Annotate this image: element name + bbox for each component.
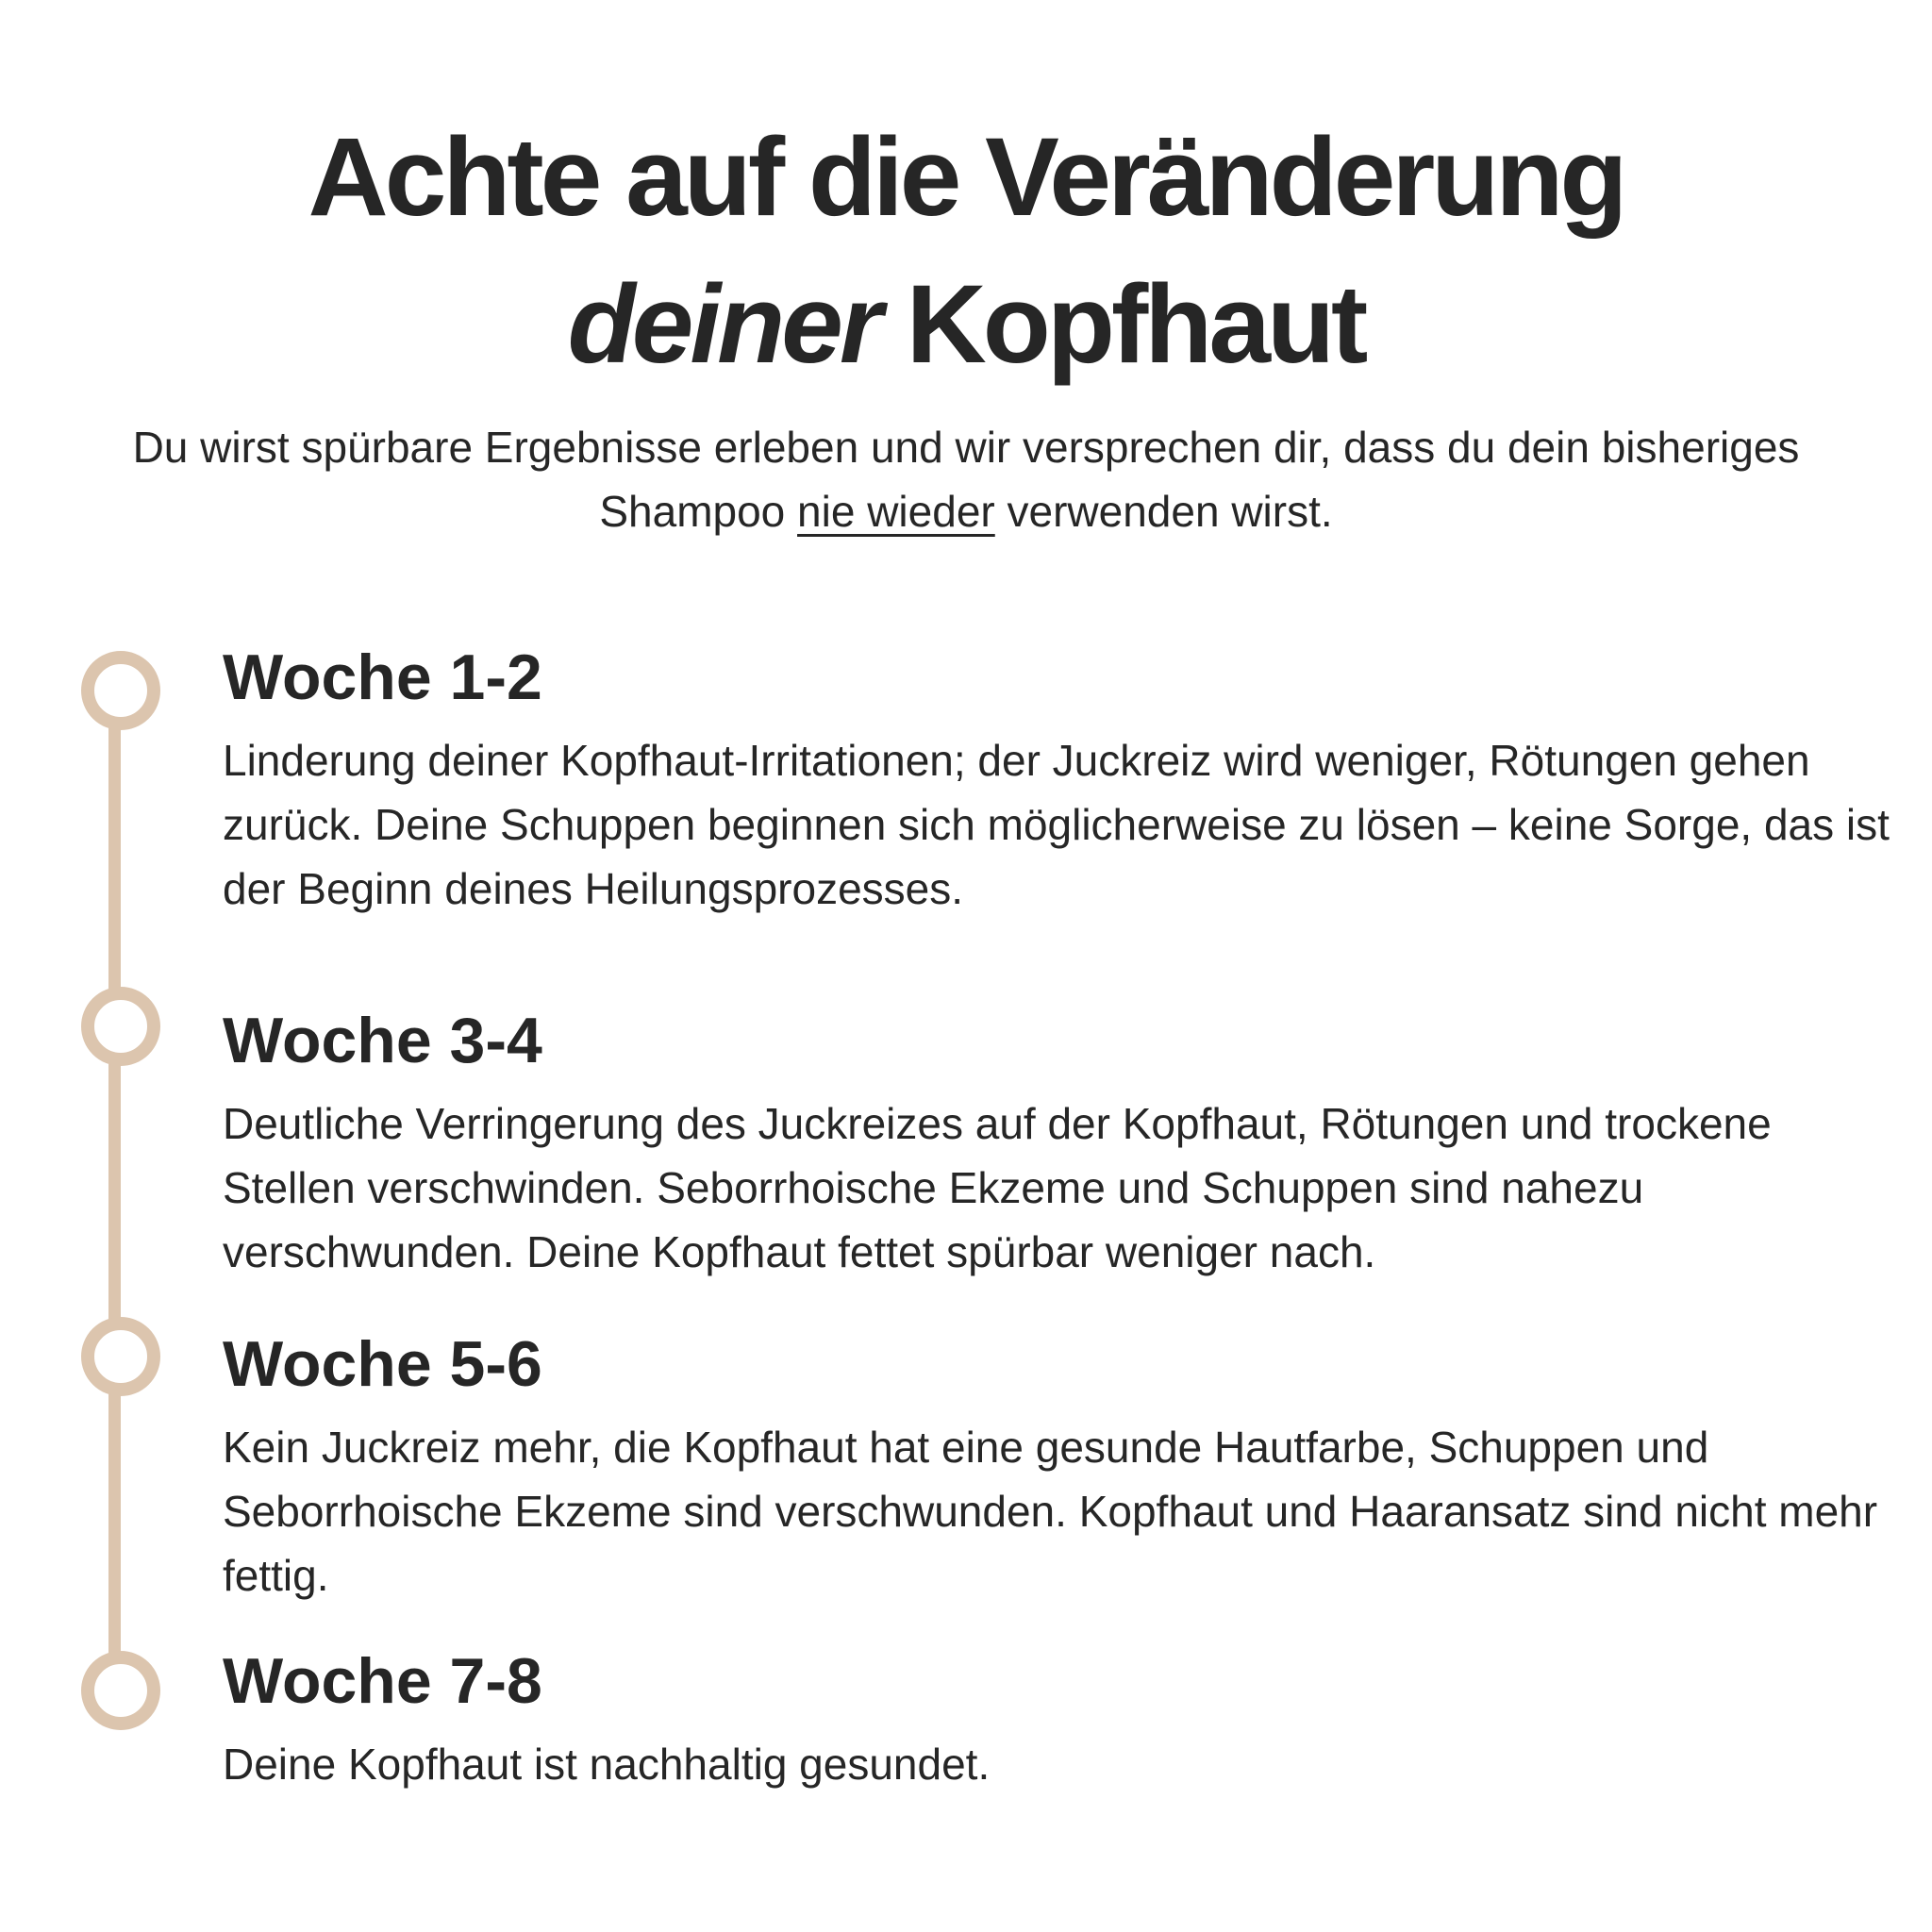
- timeline-step-1: [223, 640, 1902, 921]
- timeline-step-2: [223, 1003, 1902, 1284]
- title-line-2-rest: Kopfhaut: [878, 262, 1365, 387]
- step-text: Deutliche Verringerung des Juckreizes auf der Kopfhaut, Rötungen und trockene Stellen verschwinden. Seborrhoische Ekzeme und Schuppen sind nahezu verschwunden. Deine Kopfhaut fettet spürbar weniger nach.: [223, 1099, 1772, 1276]
- intro-text-start: Du wirst spürbare Ergebnisse erleben und wir versprechen dir, dass du dein bisheriges Shampoo: [132, 423, 1800, 536]
- title-emphasis: deiner: [567, 262, 879, 387]
- timeline-marker-1: [81, 651, 160, 730]
- title-line-2: [0, 251, 1932, 398]
- timeline-step-3: [223, 1326, 1902, 1607]
- step-title: Woche 1-2: [223, 641, 542, 713]
- timeline-step-4: [223, 1643, 1902, 1796]
- step-text: Kein Juckreiz mehr, die Kopfhaut hat eine gesunde Hautfarbe, Schuppen und Seborrhoische Ekzeme sind verschwunden. Kopfhaut und Haaransatz sind nicht mehr fettig.: [223, 1423, 1878, 1600]
- title-line-1: Achte auf die Veränderung: [308, 115, 1624, 240]
- intro-text-end: verwenden wirst.: [994, 487, 1333, 536]
- step-text: Linderung deiner Kopfhaut-Irritationen; der Juckreiz wird weniger, Rötungen gehen zurück. Deine Schuppen beginnen sich möglicherweise zu lösen – keine Sorge, das ist der Beginn deines Heilungsprozesses.: [223, 736, 1890, 913]
- timeline-marker-2: [81, 987, 160, 1066]
- timeline-marker-3: [81, 1317, 160, 1396]
- step-title: Woche 5-6: [223, 1328, 542, 1400]
- intro-text: [123, 415, 1809, 543]
- step-title: Woche 7-8: [223, 1645, 542, 1717]
- page-title: [0, 104, 1932, 398]
- timeline-marker-4: [81, 1651, 160, 1730]
- step-title: Woche 3-4: [223, 1005, 542, 1076]
- timeline-line: [108, 684, 121, 1689]
- intro-underlined-text: nie wieder: [797, 487, 995, 536]
- step-text: Deine Kopfhaut ist nachhaltig gesundet.: [223, 1740, 991, 1789]
